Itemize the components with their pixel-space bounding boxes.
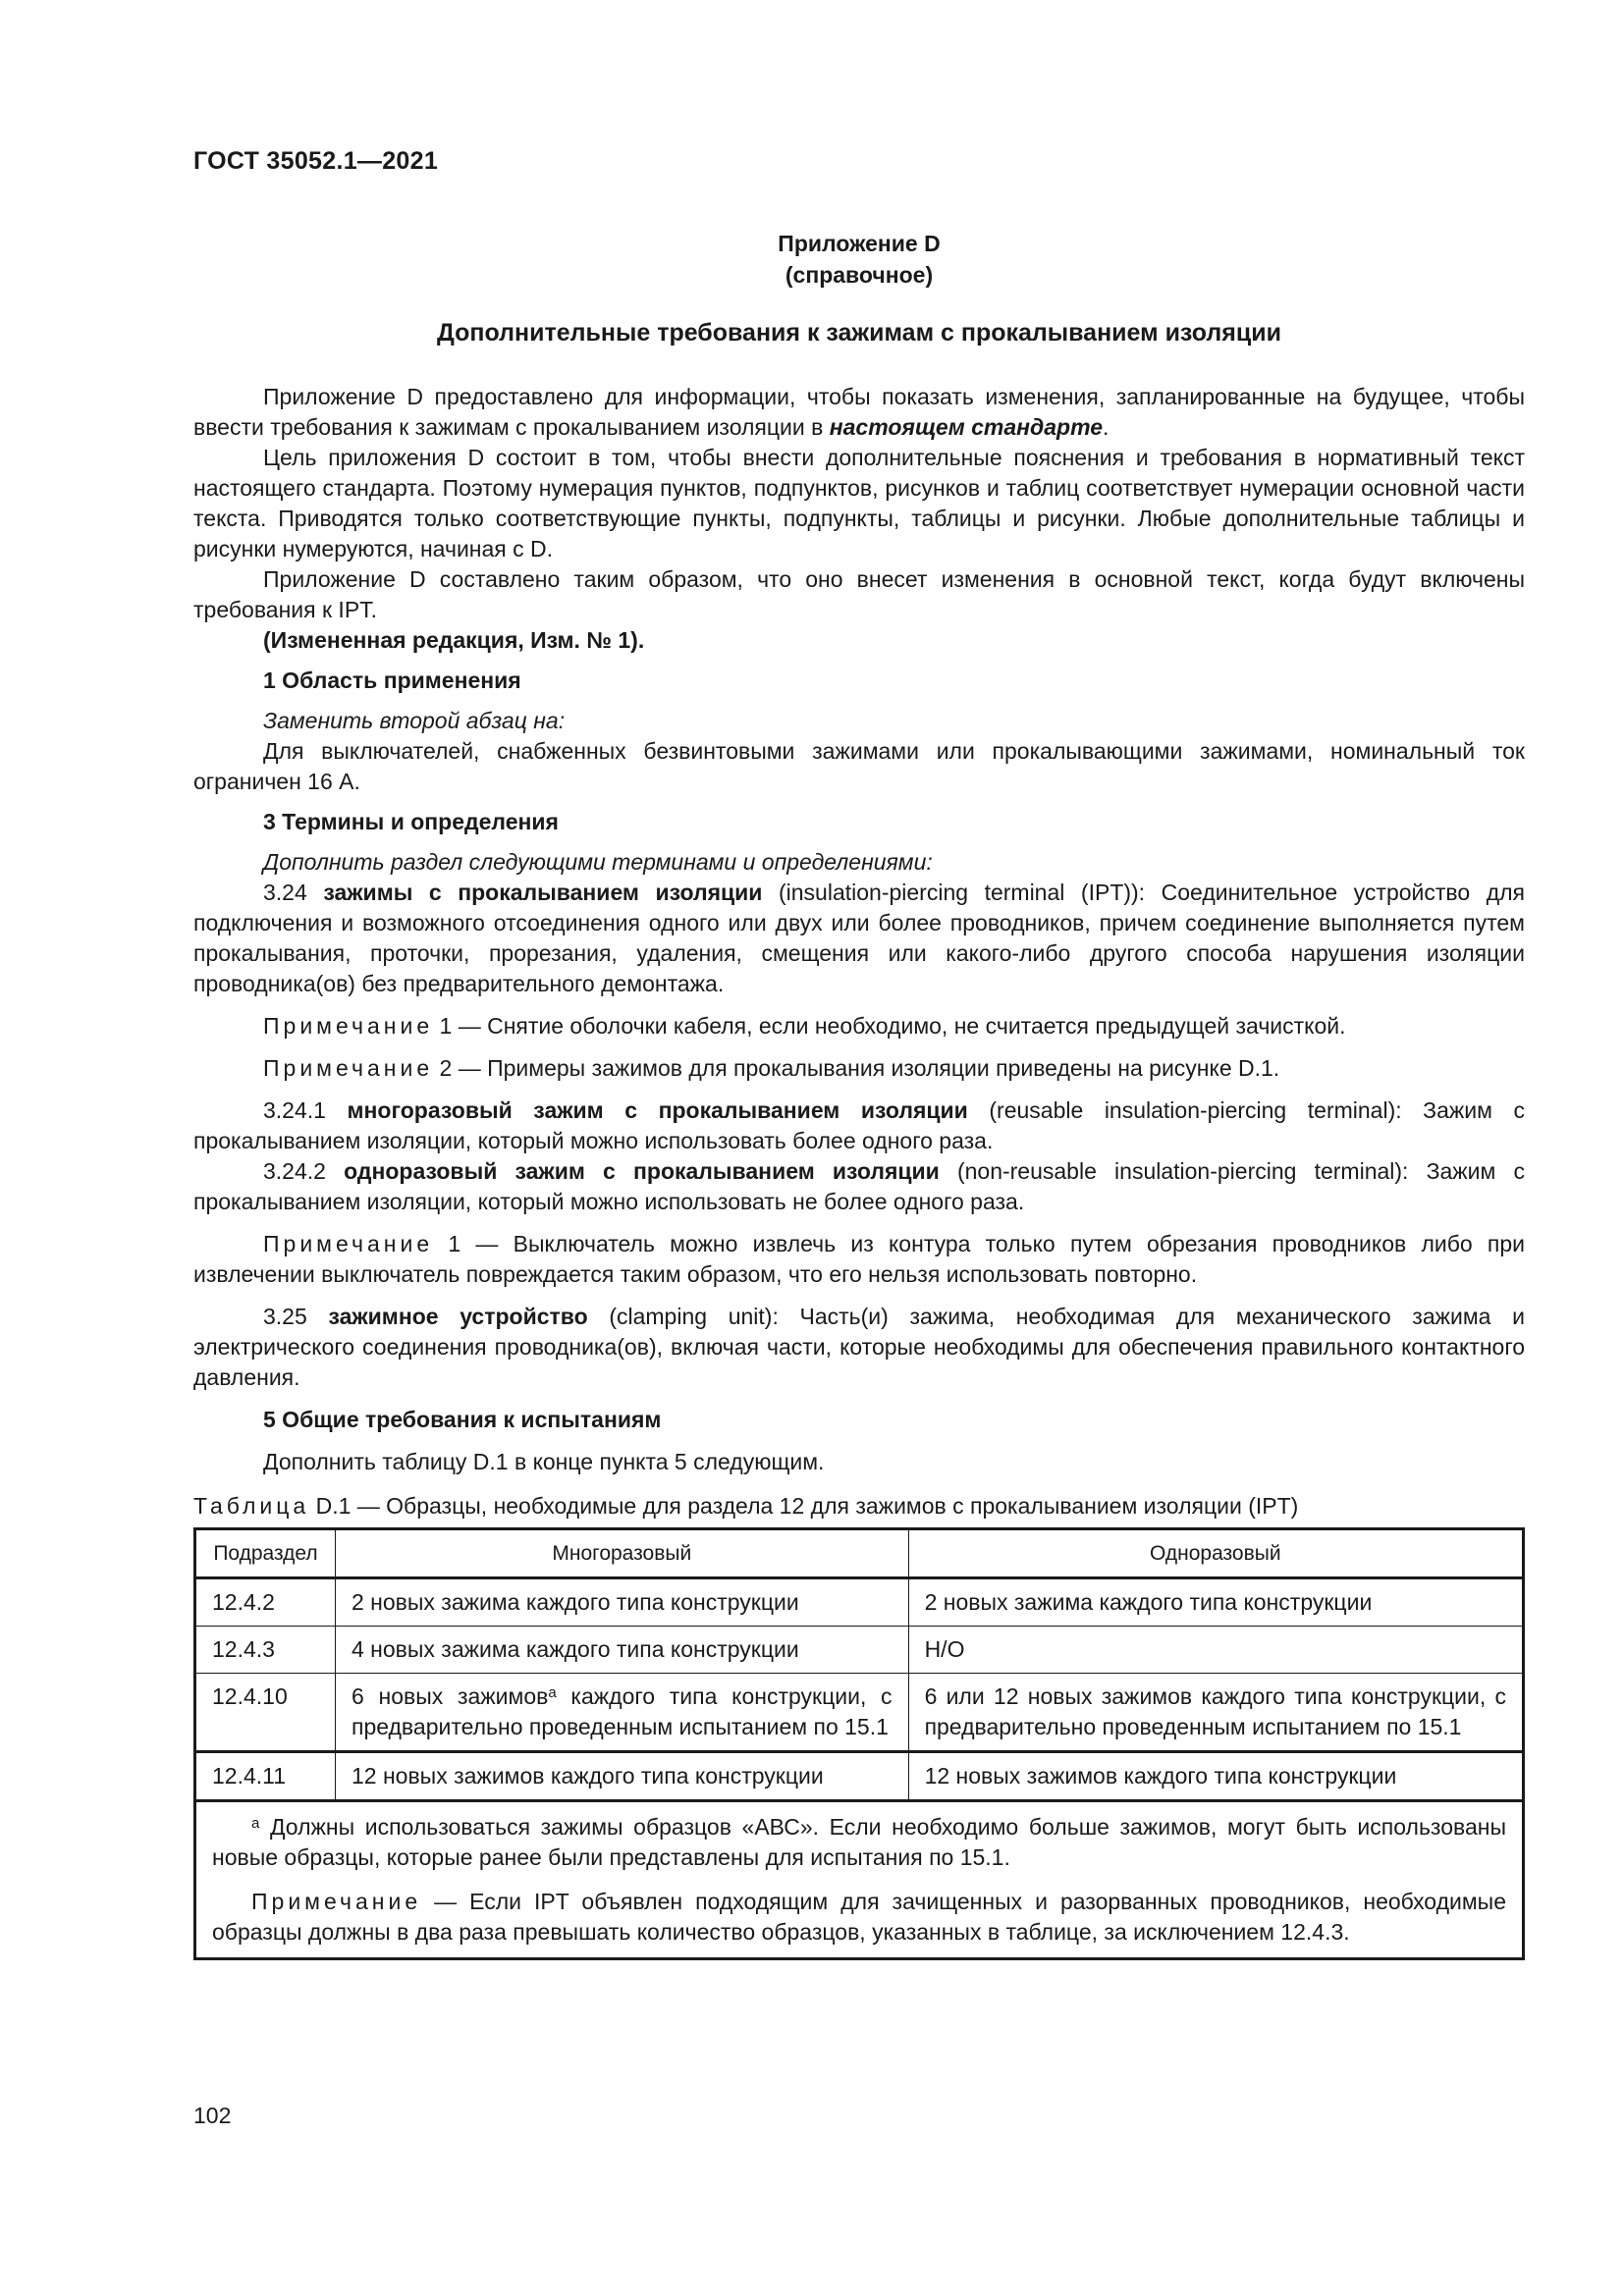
annex-heading: Дополнительные требования к зажимам с прокалыванием изоляции (437, 319, 1281, 347)
table-row (195, 1752, 1524, 1801)
section-5-text: Дополнить таблицу D.1 в конце пункта 5 следующим. (263, 1449, 825, 1474)
body-text (193, 382, 1525, 1960)
table-header-cell: Одноразовый (908, 1529, 1523, 1578)
term-3-25: 3.25 зажимное устройство (clamping unit): Часть(и) зажима, необходимая для механического зажима и электрического соединения проводника(ов), включая части, которые необходимы для обеспечения правильного контактного давления. (193, 1304, 1525, 1390)
table-cell: 12.4.2 (195, 1578, 336, 1627)
note-1: Примечание 1 — Снятие оболочки кабеля, если необходимо, не считается предыдущей зачисткой. (263, 1013, 1346, 1039)
section-1-text: Для выключателей, снабженных безвинтовыми зажимами или прокалывающими зажимами, номинальный ток ограничен 16 А. (193, 738, 1525, 794)
table-row (195, 1627, 1524, 1674)
table-cell: Н/О (908, 1627, 1523, 1674)
table-header-cell: Многоразовый (335, 1529, 908, 1578)
table-footer-row (195, 1801, 1524, 1959)
annex-title: Приложение D (778, 231, 941, 256)
intro-paragraph-2: Цель приложения D состоит в том, чтобы внести дополнительные пояснения и требования в нормативный текст настоящего стандарта. Поэтому нумерация пунктов, подпунктов, рисунков и таблиц соответствует нумерации основной части текста. Приводятся только соответствующие пункты, подпункты, таблицы и рисунки. Любые дополнительные таблицы и рисунки нумеруются, начиная с D. (193, 445, 1525, 561)
intro-paragraph-1: Приложение D предоставлено для информации, чтобы показать изменения, запланированные на будущее, чтобы ввести требования к зажимам с прокалыванием изоляции в настоящем стандарте. (193, 384, 1525, 440)
table-cell: 12.4.3 (195, 1627, 336, 1674)
term-3-24-1: 3.24.1 многоразовый зажим с прокалыванием изоляции (reusable insulation-piercing terminal): Зажим с прокалыванием изоляции, который можно использовать более одного раза. (193, 1097, 1525, 1153)
table-footer-cell (195, 1801, 1524, 1959)
samples-table (193, 1527, 1525, 1960)
intro-paragraph-3: Приложение D составлено таким образом, что оно внесет изменения в основной текст, когда будут включены требования к IPT. (193, 566, 1525, 622)
table-cell: 4 новых зажима каждого типа конструкции (335, 1627, 908, 1674)
annex-type: (справочное) (785, 262, 934, 288)
table-row (195, 1674, 1524, 1752)
table-cell: 12 новых зажимов каждого типа конструкции (908, 1752, 1523, 1801)
note-3: Примечание 1 — Выключатель можно извлечь из контура только путем обрезания проводников либо при извлечении выключатель повреждается таким образом, что его нельзя использовать повторно. (193, 1231, 1525, 1287)
term-3-24-2: 3.24.2 одноразовый зажим с прокалыванием изоляции (non-reusable insulation-piercing terminal): Зажим с прокалыванием изоляции, который можно использовать не более одного раза. (193, 1158, 1525, 1214)
annex-title-block (193, 228, 1525, 291)
section-3-title: 3 Термины и определения (263, 809, 559, 834)
annex-heading-block (193, 317, 1525, 348)
section-1-instruction: Заменить второй абзац на: (263, 708, 566, 733)
table-cell: 2 новых зажима каждого типа конструкции (908, 1578, 1523, 1627)
table-caption: Таблица D.1 — Образцы, необходимые для раздела 12 для зажимов с прокалыванием изоляции (IPT) (193, 1493, 1299, 1519)
section-5-title: 5 Общие требования к испытаниям (263, 1407, 662, 1432)
footnote-marker: а (548, 1684, 557, 1701)
table-footnote: $^а$ Должны использоваться зажимы образцов «АВС». Если необходимо больше зажимов, могут быть использованы новые образцы, которые ранее были представлены для испытания по 15.1. (212, 1814, 1506, 1870)
table-cell: 12.4.10 (195, 1674, 336, 1752)
emphasis-text: настоящем стандарте (829, 414, 1104, 440)
table-row (195, 1578, 1524, 1627)
amendment-note: (Измененная редакция, Изм. № 1). (263, 627, 645, 653)
table-note: Примечание — Если IPT объявлен подходящим для зачищенных и разорванных проводников, необходимые образцы должны в два раза превышать количество образцов, указанных в таблице, за исключением 12.4.3. (212, 1889, 1506, 1945)
table-cell: 6 новых зажимов$^а$ каждого типа конструкции, с предварительно проведенным испытанием по 15.1 (335, 1674, 908, 1752)
note-2: Примечание 2 — Примеры зажимов для прокалывания изоляции приведены на рисунке D.1. (263, 1055, 1280, 1081)
document-header: ГОСТ 35052.1—2021 (193, 147, 439, 175)
table-cell: 12 новых зажимов каждого типа конструкции (335, 1752, 908, 1801)
page-number: 102 (193, 2103, 232, 2128)
table-cell: 6 или 12 новых зажимов каждого типа конструкции, с предварительно проведенным испытанием по 15.1 (908, 1674, 1523, 1752)
table-header-row (195, 1529, 1524, 1578)
table-header-cell: Подраздел (195, 1529, 336, 1578)
table-cell: 2 новых зажима каждого типа конструкции (335, 1578, 908, 1627)
section-1-title: 1 Область применения (263, 667, 521, 693)
term-3-24: 3.24 зажимы с прокалыванием изоляции (insulation-piercing terminal (IPT)): Соединительное устройство для подключения и возможного отсоединения одного или двух или более проводников, причем соединение выполняется путем прокалывания, проточки, прорезания, удаления, смещения или какого-либо другого способа нарушения изоляции проводника(ов) без предварительного демонтажа. (193, 880, 1526, 996)
section-3-instruction: Дополнить раздел следующими терминами и определениями: (263, 849, 933, 875)
table-cell: 12.4.11 (195, 1752, 336, 1801)
